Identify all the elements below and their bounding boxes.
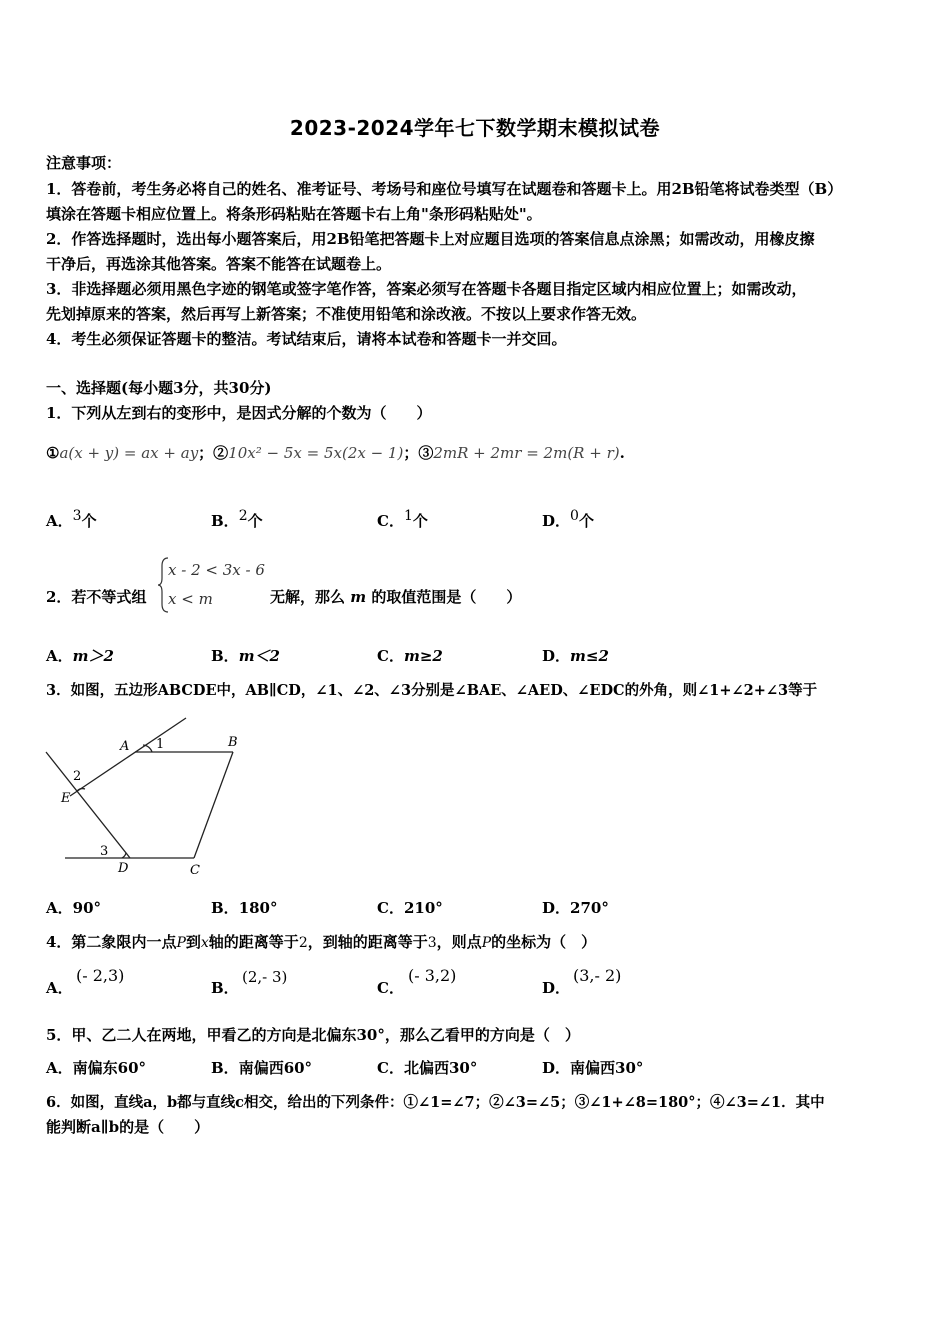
q1-sep-1: ；② xyxy=(198,444,229,462)
q3-option-b[interactable]: B．180° xyxy=(211,899,278,917)
label-E: E xyxy=(61,791,71,806)
q5-stem: 5．甲、乙二人在两地，甲看乙的方向是北偏东30°，那么乙看甲的方向是（ ） xyxy=(46,1026,580,1044)
q3-option-c[interactable]: C．210° xyxy=(377,899,443,917)
q1-option-c[interactable]: C．1个 xyxy=(377,508,428,530)
section-heading: 一、选择题(每小题3分，共30分) xyxy=(46,379,272,397)
label-C: C xyxy=(190,863,200,878)
q2-inequality-1: x - 2 < 3x - 6 xyxy=(168,561,265,579)
q2-prefix: 2．若不等式组 xyxy=(46,588,147,606)
label-B: B xyxy=(228,735,238,750)
q4-option-b[interactable]: B． xyxy=(211,979,239,997)
label-3: 3 xyxy=(100,844,109,859)
note-line: 3．非选择题必须用黑色字迹的钢笔或签字笔作答，答案必须写在答题卡各题目指定区域内相应位置上；如需改动， xyxy=(46,280,807,298)
q4-option-a[interactable]: A． xyxy=(46,979,73,997)
q4-option-b-value: (2,- 3) xyxy=(242,968,288,986)
note-line: 先划掉原来的答案，然后再写上新答案；不准使用铅笔和涂改液。不按以上要求作答无效。 xyxy=(46,305,647,323)
q4-stem: 4．第二象限内一点P到x轴的距离等于2，到轴的距离等于3，则点P的坐标为（ ） xyxy=(46,933,597,951)
label-2: 2 xyxy=(73,769,82,784)
q5-option-d[interactable]: D．南偏西30° xyxy=(542,1059,644,1077)
q6-stem-line-2: 能判断a∥b的是（ ） xyxy=(46,1118,210,1136)
q4-option-a-value: (- 2,3) xyxy=(76,966,125,985)
q5-option-a[interactable]: A．南偏东60° xyxy=(46,1059,147,1077)
q2-option-d[interactable]: D．m≤2 xyxy=(542,647,609,665)
note-line: 干净后，再选涂其他答案。答案不能答在试题卷上。 xyxy=(46,255,392,273)
q4-option-d-value: (3,- 2) xyxy=(573,966,622,985)
page-title: 2023-2024学年七下数学期末模拟试卷 xyxy=(289,116,661,140)
label-A: A xyxy=(120,739,130,754)
q1-sep-2: ；③ xyxy=(403,444,434,462)
q3-option-d[interactable]: D．270° xyxy=(542,899,609,917)
q5-option-c[interactable]: C．北偏西30° xyxy=(377,1059,478,1077)
q5-option-b[interactable]: B．南偏西60° xyxy=(211,1059,313,1077)
q6-stem-line-1: 6．如图，直线a，b都与直线c相交，给出的下列条件：①∠1=∠7；②∠3=∠5；③∠1+∠8=180°；④∠3=∠1．其中 xyxy=(46,1094,825,1111)
q1-stem: 1．下列从左到右的变形中，是因式分解的个数为（ ） xyxy=(46,404,432,422)
label-D: D xyxy=(118,861,129,876)
q1-label-1: ① xyxy=(46,444,60,462)
q4-option-d[interactable]: D． xyxy=(542,979,571,997)
q1-formula-3: 2mR + 2mr = 2m(R + r) xyxy=(433,444,620,462)
q1-end: . xyxy=(619,444,625,462)
notes-heading: 注意事项： xyxy=(46,154,122,172)
note-line: 4．考生必须保证答题卡的整洁。考试结束后，请将本试卷和答题卡一并交回。 xyxy=(46,330,567,348)
q1-option-a[interactable]: A．3个 xyxy=(46,508,97,530)
q1-formula-2: 10x² − 5x = 5x(2x − 1) xyxy=(228,444,404,462)
q2-inequality-2: x < m xyxy=(168,590,213,608)
note-line: 2．作答选择题时，选出每小题答案后，用2B铅笔把答题卡上对应题目选项的答案信息点涂黑；如需改动，用橡皮擦 xyxy=(46,230,815,248)
q2-suffix: 无解，那么 m 的取值范围是（ ） xyxy=(270,588,522,606)
q4-option-c-value: (- 3,2) xyxy=(408,966,457,985)
q1-option-b[interactable]: B．2个 xyxy=(211,508,263,530)
q3-pentagon-figure xyxy=(40,712,250,880)
note-line: 1．答卷前，考生务必将自己的姓名、准考证号、考场号和座位号填写在试题卷和答题卡上。用2B铅笔将试卷类型（B） xyxy=(46,180,843,198)
label-1: 1 xyxy=(156,737,165,752)
q2-option-c[interactable]: C．m≥2 xyxy=(377,647,443,665)
q4-option-c[interactable]: C． xyxy=(377,979,404,997)
note-line: 填涂在答题卡相应位置上。将条形码粘贴在答题卡右上角"条形码粘贴处"。 xyxy=(46,205,542,223)
q1-option-d[interactable]: D．0个 xyxy=(542,508,594,530)
q3-option-a[interactable]: A．90° xyxy=(46,899,102,917)
q1-formula-1: a(x + y) = ax + ay xyxy=(59,444,199,462)
q2-option-a[interactable]: A．m＞2 xyxy=(46,647,114,665)
q2-option-b[interactable]: B．m＜2 xyxy=(211,647,280,665)
q3-stem: 3．如图，五边形ABCDE中，AB∥CD，∠1、∠2、∠3分别是∠BAE、∠AED、∠EDC的外角，则∠1+∠2+∠3等于 xyxy=(46,682,818,699)
q1-formulas xyxy=(46,442,625,463)
